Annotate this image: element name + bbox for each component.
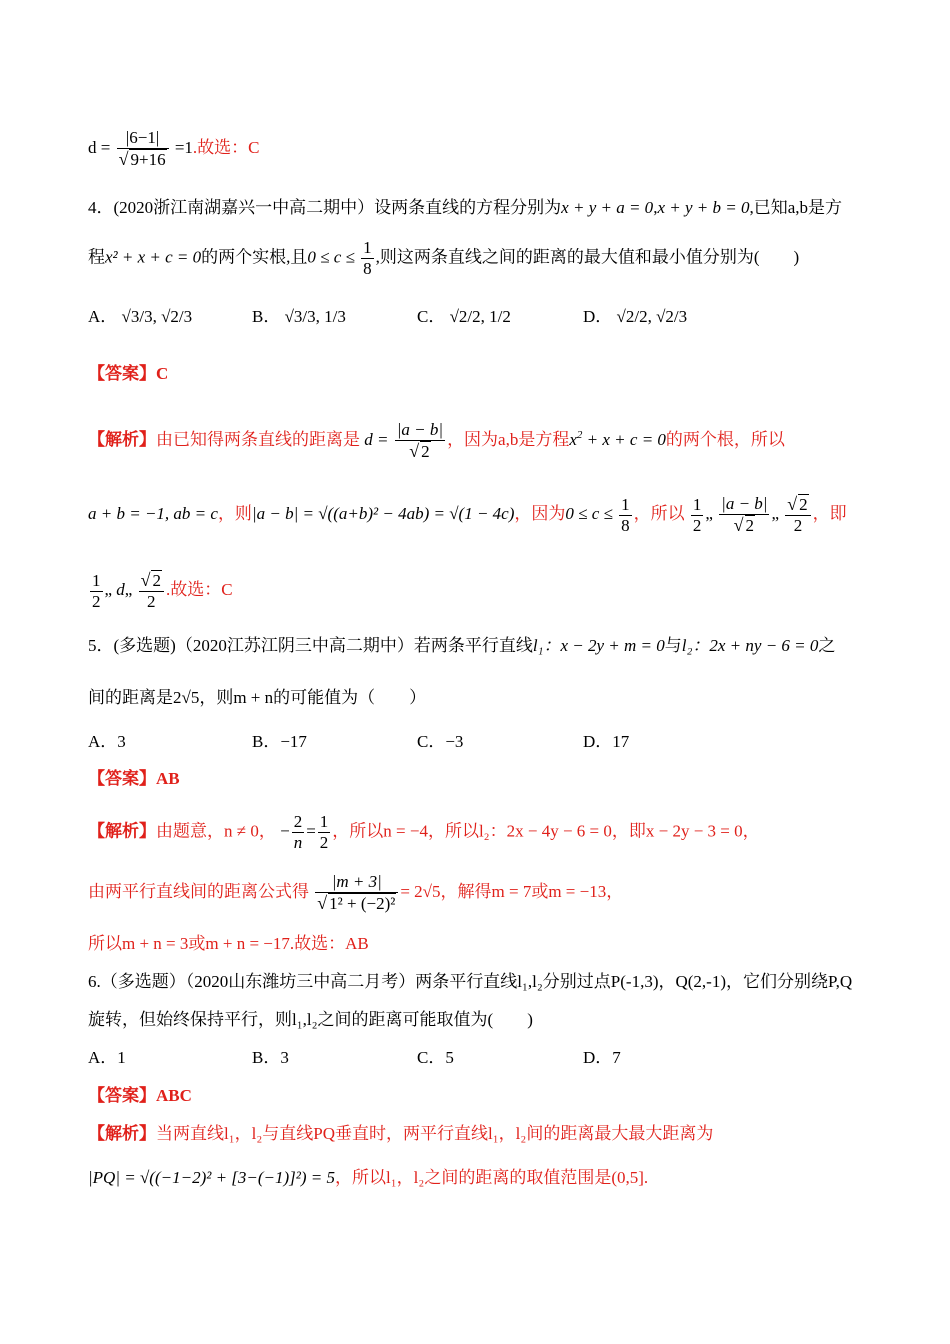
result: =1 [174,137,193,157]
q6-option-d: D．7 [583,1048,621,1067]
q4-stem-2a: 程 [88,247,105,267]
q6-stem-line2: 旋转，但始终保持平行，则l₁,l₂之间的距离可能取值为( ) [88,1010,533,1029]
q4-cond: 0 ≤ c ≤ [307,247,355,267]
q4-analysis-line3: $\frac{1}{2}$ „ d„ $\frac{√ 2}{2}$ .故选：C [92,570,233,611]
q4-option-a-1: √3/3 [121,307,153,326]
q5-analysis-line2: 由两平行直线间的距离公式得 $\frac{|m + 3|}{\text{√ 1² + (−2)²}}$ = 2√5，解得m = 7或m = −13， [88,872,624,913]
q4-stem-2b: 的两个实根,且 [201,247,308,267]
q5-option-c: C．−3 [417,732,464,751]
q4-option-b: B． √3/3, 1/3 [252,307,346,326]
q6-answer: 【答案】ABC [88,1086,192,1105]
q4-known: ,已知a,b是方 [749,198,842,217]
q6-stem-line1: 6.（多选题）（2020山东潍坊三中高二月考）两条平行直线l₁,l₂分别过点P(-1,3)，Q(2,-1)，它们分别绕P,Q [88,972,853,991]
q4-answer: 【答案】C [88,364,169,383]
q4-stem-text: 4．(2020浙江南湖嘉兴一中高二期中）设两条直线的方程分别为 [88,198,562,217]
q6-option-b: B．3 [252,1048,289,1067]
q4-option-d-1: √2/2 [616,307,648,326]
q5-option-d: D．17 [583,732,630,751]
q4-distance-fraction: $\frac{|a - b|}{√ 2}$ [396,420,444,461]
q4-option-c: C． √2/2, 1/2 [417,307,511,326]
q4-option-d: D． √2/2, √2/3 [583,307,688,326]
q5-option-b: B．−17 [252,732,307,751]
q4-stem-line1: 4．(2020浙江南湖嘉兴一中高二期中）设两条直线的方程分别为x + y + a = 0,x + y + b = 0,已知a,b是方 [88,198,842,217]
q5-analysis-line3: 所以m + n = 3或m + n = −17.故选：AB [88,934,369,953]
q5-stem-line1: 5．(多选题)（2020江苏江阴三中高二期中）若两条平行直线l₁：x − 2y + m = 0与l₂：2x + ny − 6 = 0之 [88,636,836,655]
q4-option-c-2: 1/2 [489,307,511,326]
q5-answer: 【答案】AB [88,769,180,788]
q5-stem-line2: 间的距离是2√5，则m + n的可能值为（ ） [88,688,427,707]
q4-eq2: x + y + b = 0 [657,198,750,217]
q4-stem-2c: ,则这两条直线之间的距离的最大值和最小值分别为( ) [375,247,800,267]
d-label: d [88,137,97,157]
fraction-denominator: √ 9+16 [118,149,166,169]
q4-eq1: x + y + a = 0 [561,198,654,217]
q4-option-b-2: 1/3 [324,307,346,326]
q4-option-a-2: √2/3 [161,307,193,326]
q5-analysis-line1: 【解析】由题意，n ≠ 0， − $\frac{2}{n}$ = $\frac{1}{2}$ ，所以n = −4，所以l₂：2x − 4y − 6 = 0，即x − 2y − 3 = 0， [88,812,760,852]
q4-option-a: A． √3/3, √2/3 [88,307,193,326]
q4-option-d-2: √2/3 [656,307,688,326]
choice-tail: .故选：C [192,137,260,157]
q4-option-b-1: √3/3 [284,307,316,326]
q6-option-c: C．5 [417,1048,454,1067]
q6-option-a: A．1 [88,1048,126,1067]
q6-analysis-line2: |PQ| = √((−1−2)² + [3−(−1)]²) = 5，所以l₁，l₂之间的距离的取值范围是(0,5]. [88,1168,649,1187]
distance-fraction [117,128,169,170]
analysis-tag: 【解析】 [88,429,156,449]
q4-analysis-line2: a + b = −1, ab = c，则|a − b| = √((a+b)² − 4ab) = √(1 − 4c)，因为0 ≤ c ≤ $\frac{1}{8}$ ，所以 $\frac{1}{2}$ „ $\frac{|a - b|}{√ 2}$ „ $\frac{√ 2}{2}$ ，即 [88,494,847,535]
q4-option-c-1: √2/2 [449,307,481,326]
distance-formula-line: d = $\frac{|6-1|}{√ 9+16}$ =1.故选：C [88,128,260,169]
q4-stem-line2 [88,238,799,279]
q4-cond-fraction: $\frac{1}{8}$ [363,238,372,278]
q4-eq3: x² + x + c = 0 [105,247,202,267]
q5-option-a: A．3 [88,732,126,751]
q4-analysis-line1: 【解析】由已知得两条直线的距离是 d = $\frac{|a - b|}{√ 2}$ ，因为a,b是方程$x^2 + x + c = 0$的两个根，所以 [88,420,785,461]
q6-analysis-line1: 【解析】当两直线l₁，l₂与直线PQ垂直时，两平行直线l₁，l₂间的距离最大最大距离为 [88,1124,714,1143]
fraction-numerator: |6−1| [117,128,169,149]
